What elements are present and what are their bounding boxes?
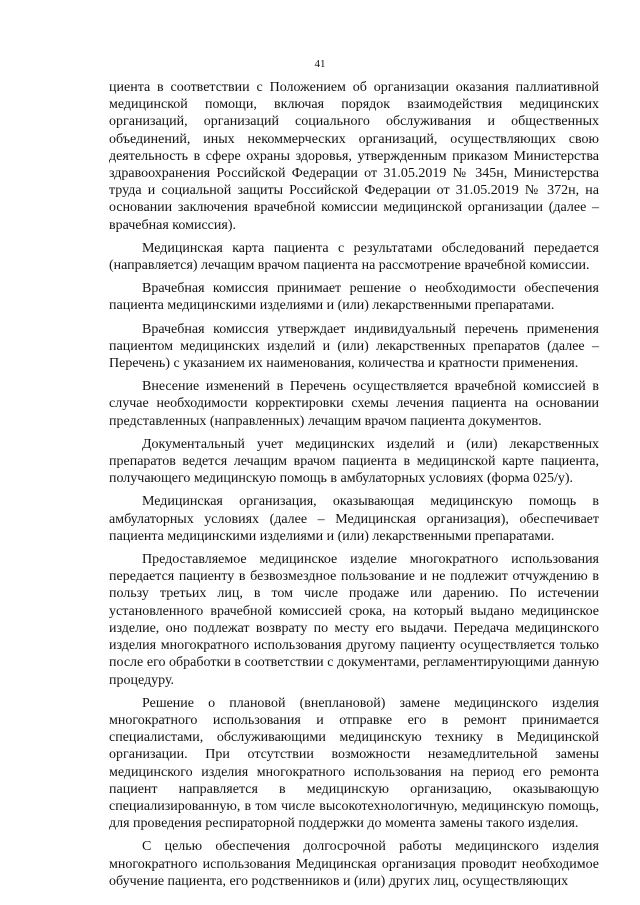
paragraph-medical-card-transfer: Медицинская карта пациента с результатами обследований передается (направляется) лечащим врачом пациента на рассмотрение врачебной комиссии.: [109, 240, 599, 274]
paragraph-continuation: циента в соответствии с Положением об организации оказания паллиативной медицинской помощи, включая порядок взаимодействия медицинских организаций, организаций социального обслуживания и общественных объединений, иных некоммерческих организаций, осуществляющих свою деятельность в сфере охраны здоровья, утвержденным приказом Министерства здравоохранения Российской Федерации от 31.05.2019 № 345н, Министерства труда и социальной защиты Российской Федерации от 31.05.2019 № 372н, на основании заключения врачебной комиссии медицинской организации (далее – врачебная комиссия).: [109, 80, 599, 233]
paragraph-commission-decision: Врачебная комиссия принимает решение о необходимости обеспечения пациента медицинскими изделиями и (или) лекарственными препаратами.: [109, 281, 599, 314]
paragraph-individual-list: Врачебная комиссия утверждает индивидуальный перечень применения пациентом медицинских изделий и (или) лекарственных препаратов (далее – Перечень) с указанием их наименования, количества и кратности применения.: [109, 321, 599, 372]
paragraph-device-transfer: Предоставляемое медицинское изделие многократного использования передается пациенту в безвозмездное пользование и не подлежит отчуждению в пользу третьих лиц, в том числе продаже или дарению. По истечении установленного врачебной комиссией срока, на который выдано медицинское изделие, оно подлежат возврату по месту его выдачи. Передача медицинского изделия многократного использования другому пациенту осуществляется только после его обработки в соответствии с документами, регламентирующими данную процедуру.: [109, 552, 599, 688]
paragraph-training: С целью обеспечения долгосрочной работы медицинского изделия многократного использования Медицинская организация проводит необходимое обучение пациента, его родственников и (или) других лиц, осуществляющих: [109, 839, 599, 889]
paragraph-organization-provides: Медицинская организация, оказывающая медицинскую помощь в амбулаторных условиях (далее – Медицинская организация), обеспечивает пациента медицинскими изделиями и (или) лекарственными препаратами.: [109, 494, 599, 544]
paragraph-list-changes: Внесение изменений в Перечень осуществляется врачебной комиссией в случае необходимости корректировки схемы лечения пациента на основании представленных (направленных) лечащим врачом пациента документов.: [109, 379, 599, 429]
paragraph-documentary-accounting: Документальный учет медицинских изделий и (или) лекарственных препаратов ведется лечащим врачом пациента в медицинской карте пациента, получающего медицинскую помощь в амбулаторных условиях (форма 025/у).: [109, 436, 599, 487]
paragraph-device-replacement: Решение о плановой (внеплановой) замене медицинского изделия многократного использования и отправке его в ремонт принимается специалистами, обслуживающими медицинскую технику в Медицинской организации. При отсутствии возможности незамедлительной замены медицинского изделия многократного использования на период его ремонта пациент направляется в медицинскую организацию, оказывающую специализированную, в том числе высокотехнологичную, медицинскую помощь, для проведения респираторной поддержки до момента замены такого изделия.: [109, 695, 599, 832]
document-body: [109, 79, 599, 893]
page-number: 41: [314, 58, 326, 70]
